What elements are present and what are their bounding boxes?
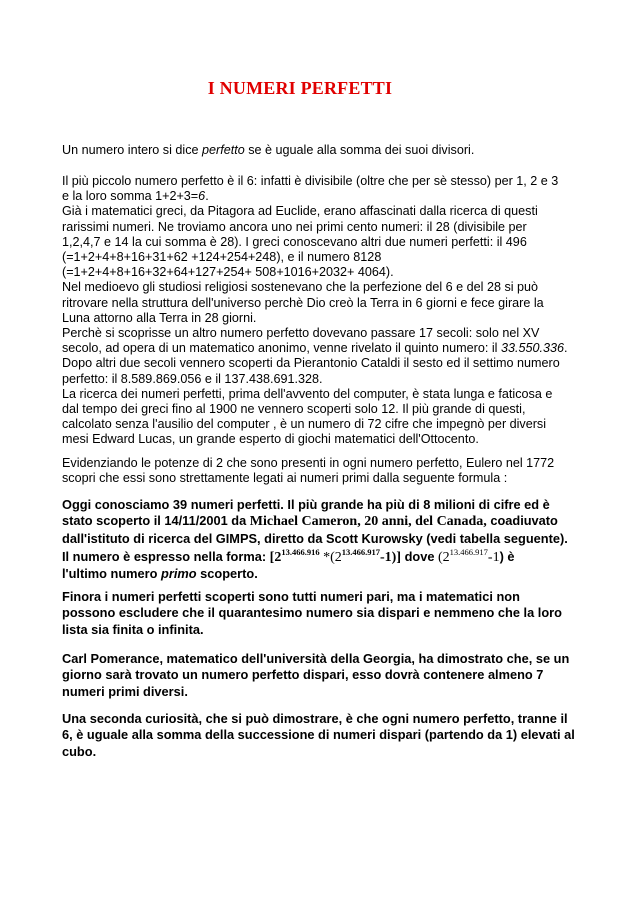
line: mesi Edward Lucas, un grande esperto di giochi matematici dell'Ottocento. [62,432,479,447]
text: stato scoperto il 14/11/2001 da [62,513,250,529]
paragraph-curiosity [62,711,582,760]
paragraph-definition [62,143,582,158]
line: numeri primi diversi. [62,683,188,699]
text: scoperto. [196,566,258,582]
formula-exponent: 13.466.917 [341,546,381,557]
line: Oggi conosciamo 39 numeri perfetti. Il più grande ha più di 8 milioni di cifre ed è [62,497,550,512]
line: perfetto: il 8.589.869.056 e il 137.438.691.328. [62,371,323,386]
formula-part: *(2 [319,549,342,565]
formula-part: -1)] [380,549,402,565]
text: . [205,189,209,204]
line: (=1+2+4+8+16+32+64+127+254+ 508+1016+2032+ 4064). [62,265,394,280]
paragraph-history [62,174,582,448]
line: possono escludere che il quarantesimo numero sia dispari e nemmeno che la loro [62,605,562,621]
paragraph-discovery [62,497,582,582]
formula-part: (2 [438,549,450,565]
formula-part: -1 [487,549,500,565]
paragraph-euler [62,456,582,486]
line: calcolato senza l'ausilio del computer , è un numero di 72 cifre che impegnò per diversi [62,417,547,432]
formula-exponent: 13.466.916 [281,546,320,557]
line: (=1+2+4+8+16+31+62 +124+254+248), e il numero 8128 [62,250,382,265]
line: Dopo altri due secoli vennero scoperti da Pierantonio Cataldi il sesto ed il settimo numero [62,356,560,371]
text: secolo, ad opera di un matematico anonimo, venne rivelato il quinto numero: il [62,341,501,356]
formula-exponent: 13.466.917 [449,546,488,557]
line: La ricerca dei numeri perfetti, prima dell'avvento del computer, è stata lunga e faticosa e [62,386,553,401]
paragraph-even-odd [62,589,582,638]
line: Nel medioevo gli studiosi religiosi sostenevano che la perfezione del 6 e del 28 si può [62,280,539,295]
line: Già i matematici greci, da Pitagora ad Euclide, erano affascinati dalla ricerca di questi [62,204,538,219]
line: cubo. [62,743,97,759]
line: 6, è uguale alla somma della successione di numeri dispari (partendo da 1) elevati al [62,727,575,743]
line: dal tempo dei greci fino al 1900 ne vennero scoperti solo 12. Il più grande di questi, [62,402,526,417]
text: Un numero intero si dice [62,143,202,157]
line: Carl Pomerance, matematico dell'università della Georgia, ha dimostrato che, se un [62,651,570,666]
line: dall'istituto di ricerca del GIMPS, diretto da Scott Kurowsky (vedi tabella seguente). [62,530,568,546]
line: scopri che essi sono strettamente legati ai numeri primi dalla seguente formula : [62,471,508,486]
line: ritrovare nella struttura dell'universo perchè Dio creò la Terra in 6 giorni e fece girare la [62,295,544,310]
text: se è uguale alla somma dei suoi divisori. [244,143,475,157]
formula-part: [2 [269,549,282,565]
text: Il numero è espresso nella forma: [62,548,270,564]
line [62,189,582,204]
text: l'ultimo numero [62,566,162,582]
text: dove [401,548,438,564]
line [62,566,582,582]
line: Il più piccolo numero perfetto è il 6: infatti è divisibile (oltre che per sè stesso) per 1, 2 e 3 [62,174,559,188]
text: e la loro somma 1+2+3= [62,189,199,204]
line: giorno sarà trovato un numero perfetto dispari, esso dovrà contenere almeno 7 [62,667,544,683]
line: Evidenziando le potenze di 2 che sono presenti in ogni numero perfetto, Eulero nel 1772 [62,456,555,470]
emphasis: primo [161,566,197,582]
text: ) è [499,548,515,564]
line: rarissimi numeri. Ne troviamo ancora uno nei primi cento numeri: il 28 (divisibile per [62,219,527,234]
line [62,341,582,356]
formula-line [62,546,582,566]
line [62,513,582,530]
text: . [563,341,568,356]
line: lista sia finita o infinita. [62,621,204,637]
line: Perchè si scoprisse un altro numero perfetto dovevano passare 17 secoli: solo nel XV [62,326,540,341]
text: coadiuvato [486,513,558,529]
line: Una seconda curiosità, che si può dimostrare, è che ogni numero perfetto, tranne il [62,711,568,726]
page-title: I NUMERI PERFETTI [207,78,393,98]
paragraph-pomerance [62,651,582,700]
emphasis: 6 [198,189,206,204]
discoverer-name: Michael Cameron, 20 anni, del Canada, [249,514,487,530]
emphasis: 33.550.336 [500,341,564,356]
line: Finora i numeri perfetti scoperti sono tutti numeri pari, ma i matematici non [62,589,520,604]
line: Luna attorno alla Terra in 28 giorni. [62,310,257,325]
line: 1,2,4,7 e 14 la cui somma è 28). I greci conoscevano altri due numeri perfetti: il 496 [62,234,527,249]
emphasis: perfetto [202,143,245,157]
